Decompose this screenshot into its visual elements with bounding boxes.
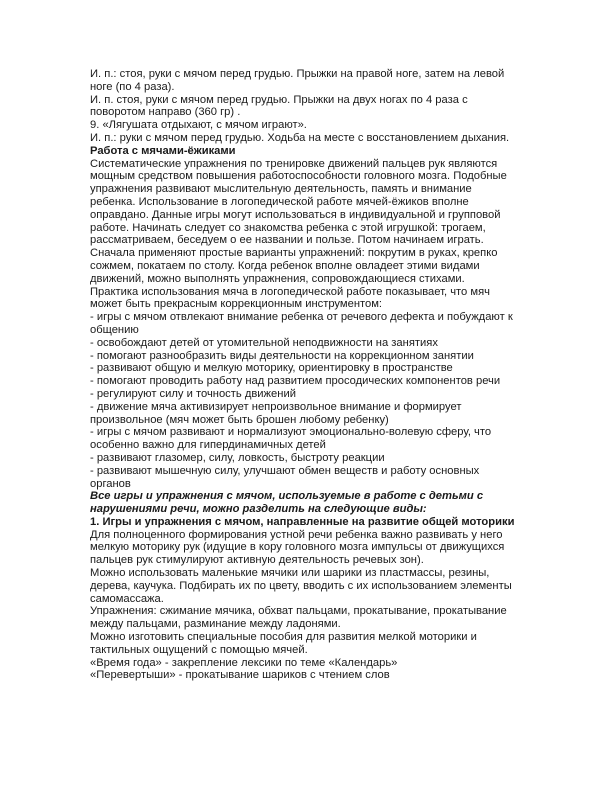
list-item: - помогают проводить работу над развитием просодических компонентов речи [90,375,501,388]
intro-line: И. п. стоя, руки с мячом перед грудью. Прыжки на двух ногах по 4 раза с поворотом направо (360 гр) . [90,93,468,119]
list-item: - развивают общую и мелкую моторику, ориентировку в пространстве [90,362,453,375]
paragraph: Сначала применяют простые варианты упражнений: покрутим в руках, крепко сожмем, покатаем по столу. Когда ребенок вполне овладеет этими видами движений, можно выполнять упражнения, сопровождающиеся стихами. [90,247,498,285]
intro-line: И. п.: руки с мячом перед грудью. Ходьба на месте с восстановлением дыхания. [90,131,510,144]
list-item: - игры с мячом развивают и нормализуют эмоционально-волевую сферу, что особенно важно для гипердинамичных детей [90,426,492,452]
paragraph: Систематические упражнения по тренировке движений пальцев рук являются мощным средством повышения работоспособности головного мозга. Подобные упражнения развивают мыслительную деятельность, память и внимание ребенка. Использование в логопедической работе мячей-ёжиков вполне оправдано. Данные игры могут использоваться в индивидуальной и групповой работе. Начинать следует со знакомства ребенка с этой игрушкой: трогаем, рассматриваем, беседуем о ее названии и пользе. Потом начинаем играть. [90,157,507,247]
section-heading: 1. Игры и упражнения с мячом, направленные на развитие общей моторики [90,515,515,528]
intro-line: 9. «Лягушата отдыхают, с мячом играют». [90,119,307,132]
paragraph: Для полноценного формирования устной речи ребенка важно развивать у него мелкую моторику рук (идущие в кору головного мозга импульсы от движущихся пальцев рук стимулируют активную деятельность речевых зон). [90,528,505,567]
list-item: - движение мяча активизирует непроизвольное внимание и формирует произвольное (мяч может быть брошен любому ребенку) [90,400,462,426]
paragraph: Можно изготовить специальные пособия для развития мелкой моторики и тактильных ощущений с помощью мячей. [90,631,477,656]
paragraph: Можно использовать маленькие мячики или шарики из пластмассы, резины, дерева, каучука. Подбирать их по цвету, вводить с их использованием элементы самомассажа. [90,567,512,605]
intro-line: И. п.: стоя, руки с мячом перед грудью. Прыжки на правой ноге, затем на левой ноге (по 4 раза). [90,68,505,93]
list-item: - регулируют силу и точность движений [90,387,296,400]
document-page [90,68,520,682]
section-heading: Работа с мячами-ёжиками [90,144,236,157]
list-item: - развивают глазомер, силу, ловкость, быстроту реакции [90,451,385,464]
list-item: - игры с мячом отвлекают внимание ребенка от речевого дефекта и побуждают к общению [90,311,513,336]
paragraph: «Перевертыши» - прокатывание шариков с чтением слов [90,669,390,682]
paragraph: Практика использования мяча в логопедической работе показывает, что мяч может быть прекрасным коррекционным инструментом: [90,285,490,311]
emphasis-heading: Все игры и упражнения с мячом, используемые в работе с детьми с нарушениями речи, можно разделить на следующие виды: [90,490,484,516]
paragraph: Упражнения: сжимание мячика, обхват пальцами, прокатывание, прокатывание между пальцами, разминание между ладонями. [90,605,507,631]
list-item: - развивают мышечную силу, улучшают обмен веществ и работу основных органов [90,464,480,490]
list-item: - помогают разнообразить виды деятельности на коррекционном занятии [90,349,474,362]
list-item: - освобождают детей от утомительной неподвижности на занятиях [90,336,438,349]
paragraph: «Время года» - закрепление лексики по теме «Календарь» [90,656,398,669]
